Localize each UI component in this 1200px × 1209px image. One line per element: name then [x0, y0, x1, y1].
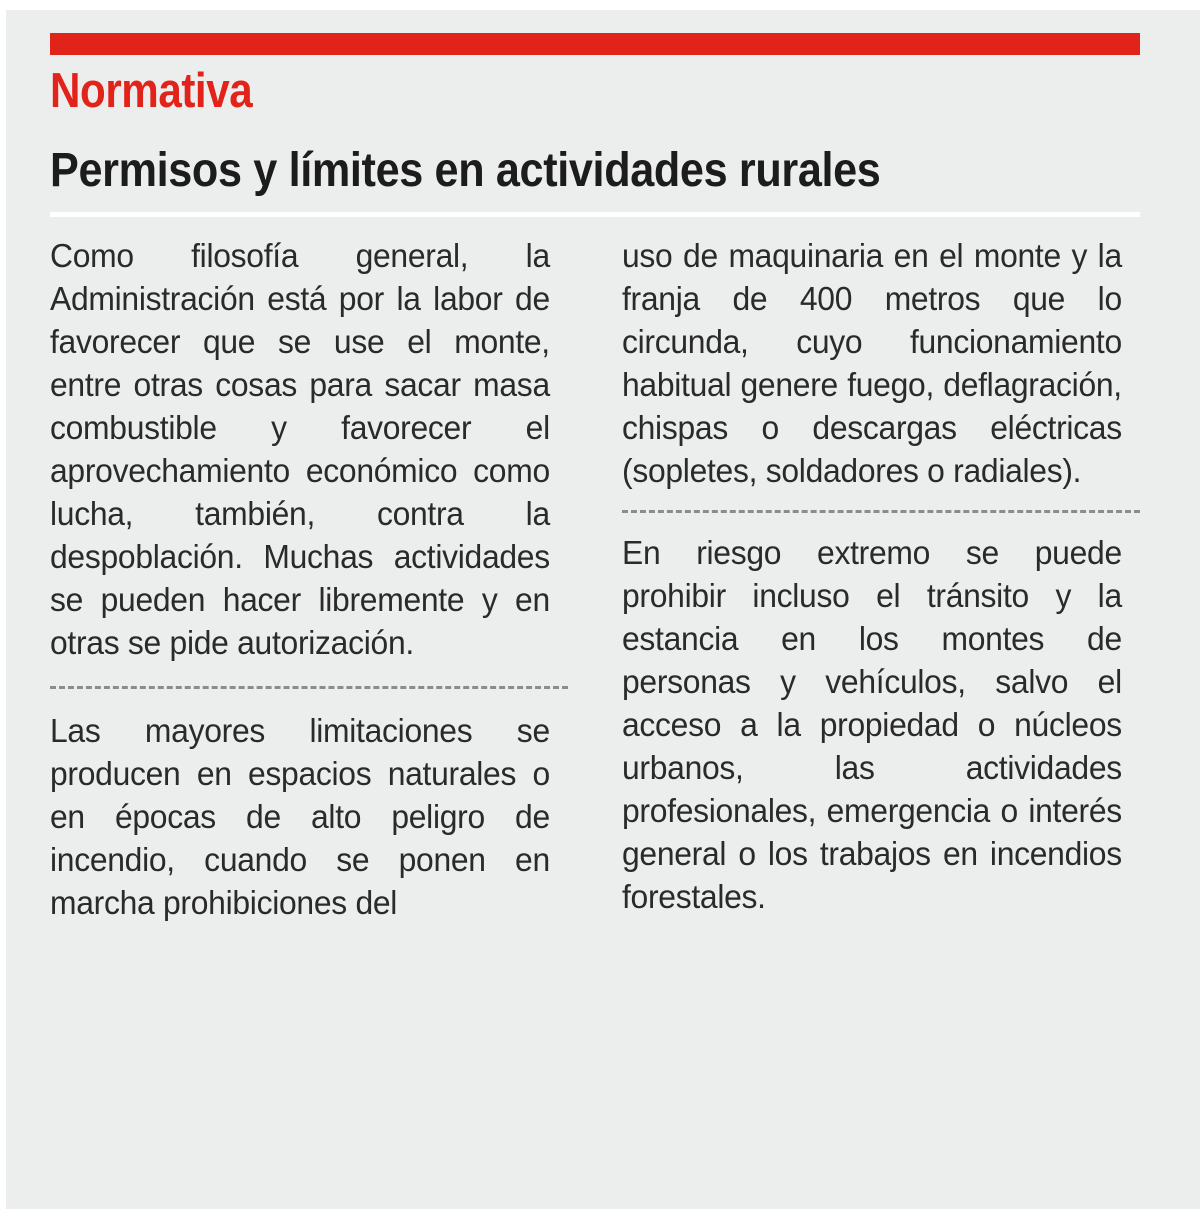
article-column-left — [50, 234, 568, 924]
headline-underline — [50, 212, 1140, 217]
paragraph-separator — [50, 686, 568, 689]
article-panel — [6, 10, 1200, 1209]
article-column-right — [622, 234, 1140, 924]
article-columns — [50, 234, 1140, 924]
top-red-rule — [50, 33, 1140, 55]
paragraph: En riesgo extremo se puede prohibir incluso el tránsito y la estancia en los montes de personas y vehículos, salvo el acceso a la propiedad o núcleos urbanos, las actividades profesionales, emergencia o interés general o los trabajos en incendios forestales. — [622, 533, 1122, 915]
paragraph: Como filosofía general, la Administración está por la labor de favorecer que se use el monte, entre otras cosas para sacar masa combustible y favorecer el aprovechamiento económico como lucha, también, contra la despoblación. Muchas actividades se pueden hacer libremente y en otras se pide autorización. — [50, 236, 550, 661]
article-headline: Permisos y límites en actividades rurales — [50, 144, 881, 197]
article-inner — [50, 33, 1140, 924]
paragraph-separator — [622, 510, 1140, 513]
paragraph: uso de maquinaria en el monte y la franja de 400 metros que lo circunda, cuyo funcionamiento habitual genere fuego, deflagración, chispas o descargas eléctricas (sopletes, soldadores o radiales). — [622, 236, 1122, 489]
paragraph: Las mayores limitaciones se producen en espacios naturales o en épocas de alto peligro de incendio, cuando se ponen en marcha prohibiciones del — [50, 711, 550, 921]
article-kicker: Normativa — [50, 64, 253, 118]
